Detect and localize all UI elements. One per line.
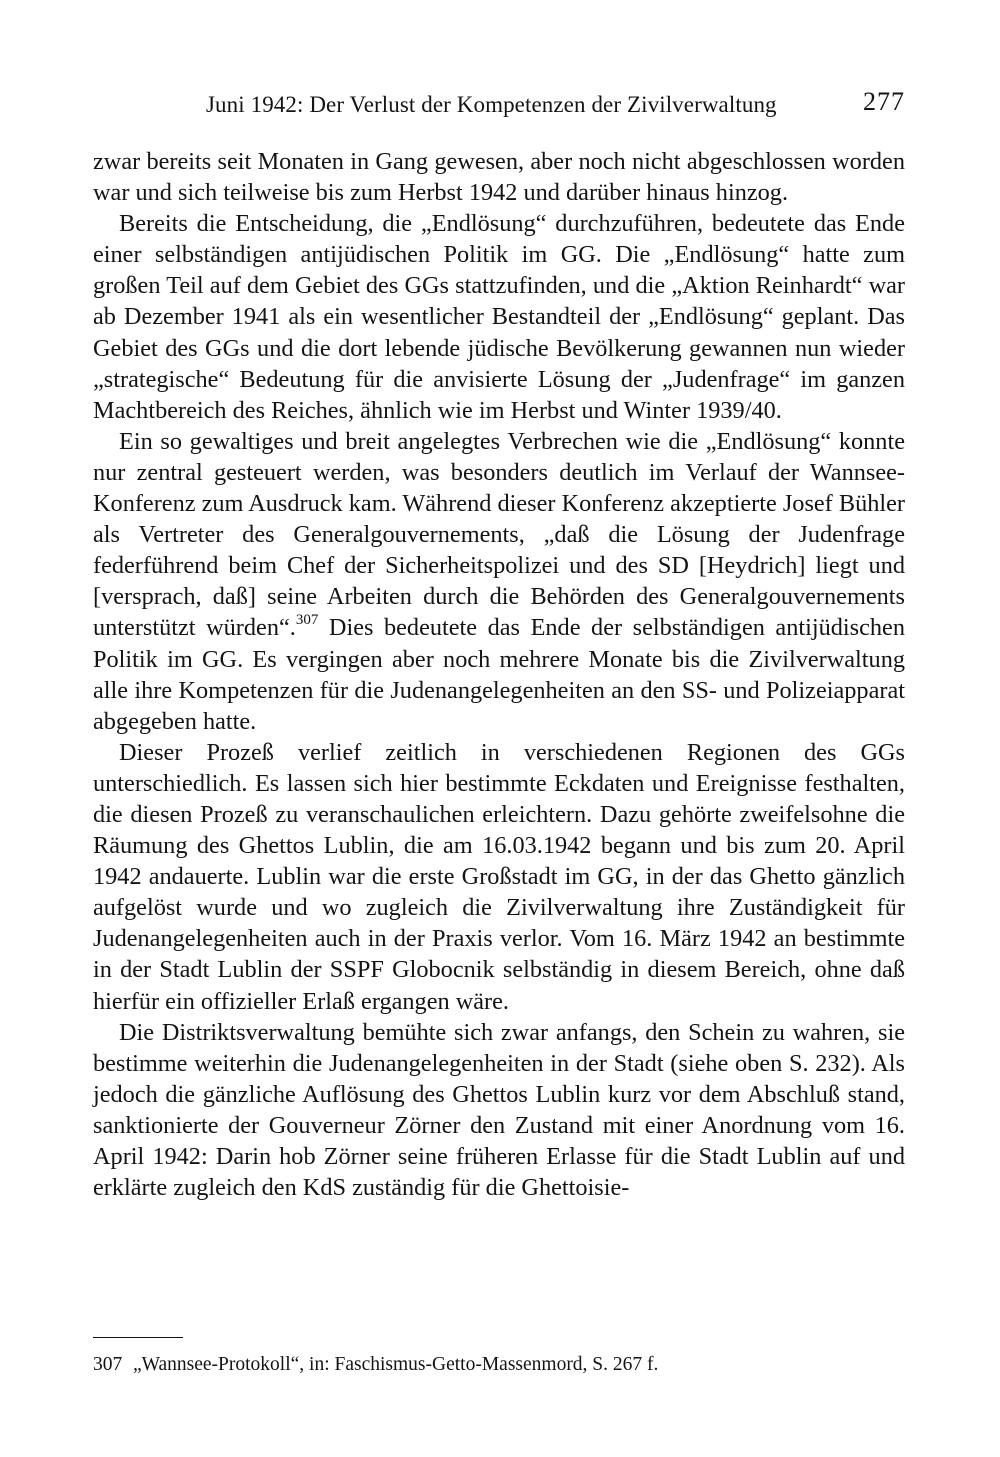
page-header [93, 87, 905, 124]
paragraph-distriktsverwaltung: Die Distriktsverwaltung bemühte sich zwar anfangs, den Schein zu wahren, sie bestimme weiterhin die Judenangelegenheiten in der Stadt (siehe oben S. 232). Als jedoch die gänzliche Auflösung des Ghettos Lublin kurz vor dem Abschluß stand, sanktionierte der Gouverneur Zörner den Zustand mit einer Anordnung vom 16. April 1942: Darin hob Zörner seine früheren Erlasse für die Stadt Lublin auf und erklärte zugleich den KdS zuständig für die Ghettoisie- [93, 1018, 905, 1202]
footnote-text: „Wannsee-Protokoll“, in: Faschismus-Getto-Massenmord, S. 267 f. [133, 1354, 659, 1375]
footnote-reference-307[interactable]: 307 [295, 612, 319, 629]
paragraph-lublin-ghetto: Dieser Prozeß verlief zeitlich in verschiedenen Regionen des GGs unterschiedlich. Es lassen sich hier bestimmte Eckdaten und Ereignisse festhalten, die diesen Prozeß zu veranschaulichen erleichtern. Dazu gehörte zweifelsohne die Räumung des Ghettos Lublin, die am 16.03.1942 begann und bis zum 20. April 1942 andauerte. Lublin war die erste Großstadt im GG, in der das Ghetto gänzlich aufgelöst wurde und wo zugleich die Zivilverwaltung ihre Zuständigkeit für Judenangelegenheiten auch in der Praxis verlor. Vom 16. März 1942 an bestimmte in der Stadt Lublin der SSPF Globocnik selbständig in diesem Bereich, ohne daß hierfür ein offizieller Erlaß ergangen wäre. [93, 738, 905, 1015]
paragraph-wannsee [93, 426, 905, 737]
page-number: 277 [863, 87, 905, 116]
paragraph-continued: zwar bereits seit Monaten in Gang gewesen, aber noch nicht abgeschlossen worden war und sich teilweise bis zum Herbst 1942 und darüber hinaus hinzog. [93, 148, 905, 207]
paragraph-wannsee-text-after: Dies bedeutete das Ende der selbständigen antijüdischen Politik im GG. Es vergingen aber noch mehrere Monate bis die Zivilverwaltung alle ihre Kompetenzen für die Judenangelegenheiten an den SS- und Polizeiapparat abgegeben hatte. [93, 614, 905, 735]
footnote-307 [93, 1352, 905, 1378]
paragraph-endloesung: Bereits die Entscheidung, die „Endlösung“ durchzuführen, bedeutete das Ende einer selbständigen antijüdischen Politik im GG. Die „Endlösung“ hatte zum großen Teil auf dem Gebiet des GGs stattzufinden, und die „Aktion Reinhardt“ war ab Dezember 1941 als ein wesentlicher Bestandteil der „Endlösung“ geplant. Das Gebiet des GGs und die dort lebende jüdische Bevölkerung gewannen nun wieder „strategische“ Bedeutung für die anvisierte Lösung der „Judenfrage“ im ganzen Machtbereich des Reiches, ähnlich wie im Herbst und Winter 1939/40. [93, 210, 905, 424]
footnote-number: 307 [93, 1354, 123, 1375]
paragraph-wannsee-text-before: Ein so gewaltiges und breit angelegtes Verbrechen wie die „Endlösung“ konnte nur zentral gesteuert werden, was besonders deutlich im Verlauf der Wannsee-Konferenz zum Ausdruck kam. Während dieser Konferenz akzeptierte Josef Bühler als Vertreter des Generalgouvernements, „daß die Lösung der Judenfrage federführend beim Chef der Sicherheitspolizei und des SD [Heydrich] liegt und [versprach, daß] seine Arbeiten durch die Behörden des Generalgouvernements unterstützt würden“. [93, 427, 905, 642]
running-head: Juni 1942: Der Verlust der Kompetenzen der Zivilverwaltung [206, 92, 777, 117]
body-text [93, 146, 905, 1203]
footnote-divider [93, 1337, 183, 1338]
